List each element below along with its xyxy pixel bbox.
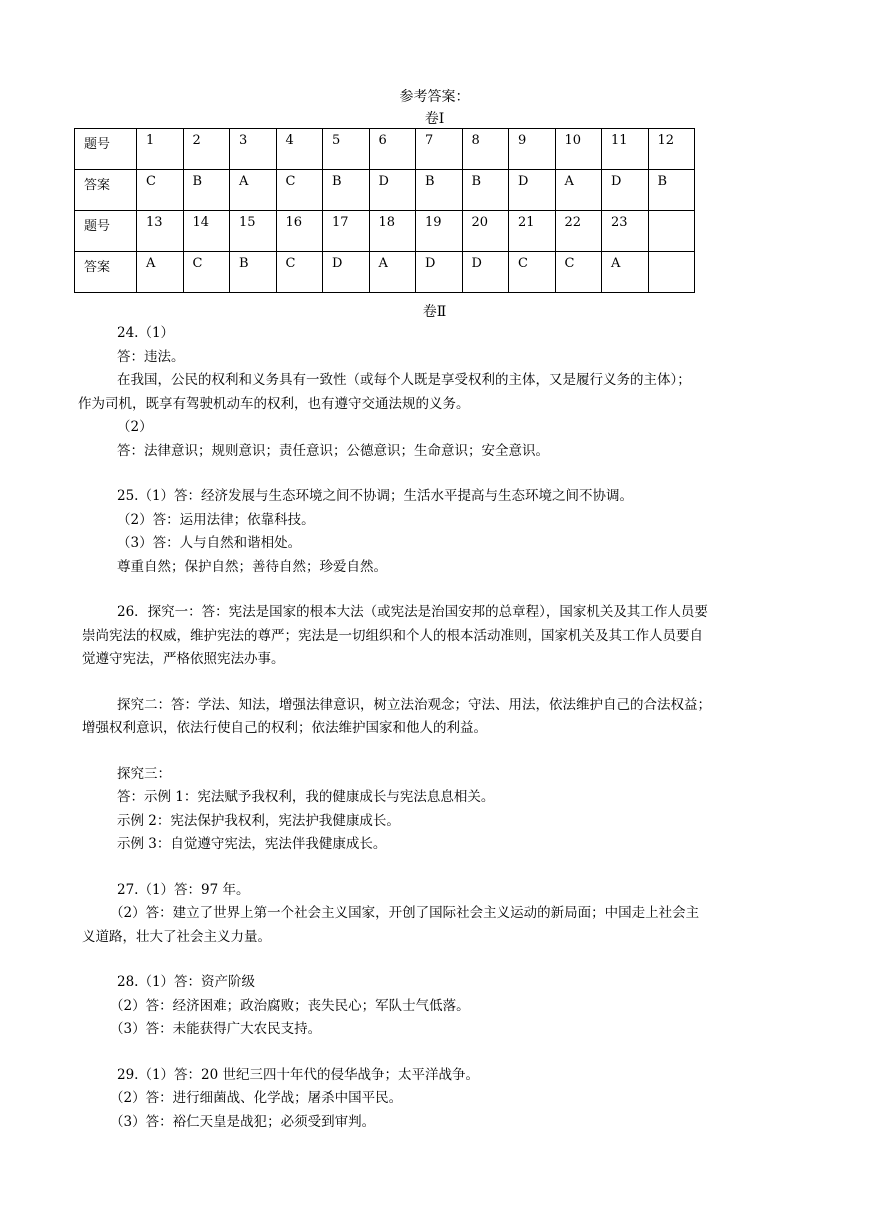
q28-part3: （3）答：未能获得广大农民支持。: [110, 1021, 322, 1037]
answer-table-cell: 19: [416, 211, 463, 252]
answer-table-cell: 8: [462, 129, 509, 170]
q26-explore1-line1: 26．探究一：答：宪法是国家的根本大法（或宪法是治国安邦的总章程），国家机关及其工作人员要: [117, 604, 708, 620]
answer-table-cell: D: [462, 252, 509, 293]
q27-part1: 27.（1）答：97 年。: [117, 881, 250, 898]
answer-table-cell: D: [602, 170, 649, 211]
answer-table-cell: B: [323, 170, 370, 211]
q26-example1: 答：示例 1：宪法赋予我权利，我的健康成长与宪法息息相关。: [117, 789, 495, 805]
answer-table-cell: 15: [230, 211, 277, 252]
answer-table-row-label: 题号: [75, 211, 137, 252]
answer-table-cell: 23: [602, 211, 649, 252]
answer-table-cell: B: [230, 252, 277, 293]
q26-explore3-label: 探究三：: [117, 765, 171, 782]
answer-table-cell: [648, 252, 695, 293]
answer-table-row: [75, 170, 695, 211]
q26-example3: 示例 3：自觉遵守宪法，宪法伴我健康成长。: [117, 836, 387, 852]
answer-table-cell: B: [648, 170, 695, 211]
answer-table-cell: 20: [462, 211, 509, 252]
q28-part1: 28.（1）答：资产阶级: [117, 974, 256, 990]
q26-explore2-line1: 探究二：答：学法、知法，增强法律意识，树立法治观念；守法、用法，依法维护自己的合法权益；: [117, 696, 711, 713]
q25-part1: 25.（1）答：经济发展与生态环境之间不协调；生活水平提高与生态环境之间不协调。: [117, 488, 634, 504]
answer-table-cell: 12: [648, 129, 695, 170]
q28-part2: （2）答：经济困难；政治腐败；丧失民心；军队士气低落。: [110, 997, 470, 1014]
answer-content: [78, 322, 792, 1134]
answer-table-cell: 3: [230, 129, 277, 170]
volume-2-heading: 卷Ⅱ: [422, 304, 447, 320]
answer-table-cell: 17: [323, 211, 370, 252]
q27-part2-line1: （2）答：建立了世界上第一个社会主义国家，开创了国际社会主义运动的新局面；中国走上社会主: [110, 905, 700, 921]
answer-table-cell: C: [137, 170, 184, 211]
answer-table-cell: A: [369, 252, 416, 293]
answer-table-row: [75, 211, 695, 252]
q24-explanation-line1: 在我国，公民的权利和义务具有一致性（或每个人既是享受权利的主体，又是履行义务的主体）；: [117, 372, 691, 388]
answer-table-cell: 7: [416, 129, 463, 170]
q29-part3: （3）答：裕仁天皇是战犯；必须受到审判。: [110, 1113, 376, 1130]
answer-table-cell: B: [416, 170, 463, 211]
answer-table-cell: A: [230, 170, 277, 211]
answer-table-cell: C: [183, 252, 230, 293]
q29-part1: 29.（1）答：20 世纪三四十年代的侵华战争；太平洋战争。: [117, 1066, 480, 1083]
answer-table-cell: D: [369, 170, 416, 211]
answer-table-cell: 4: [276, 129, 323, 170]
answer-table-cell: 10: [555, 129, 602, 170]
answer-table-row-label: 题号: [75, 129, 137, 170]
answer-table-row-label: 答案: [75, 170, 137, 211]
page-title: 参考答案：: [399, 89, 470, 105]
answer-table-cell: 18: [369, 211, 416, 252]
answer-table-cell: B: [183, 170, 230, 211]
answer-table-cell: A: [602, 252, 649, 293]
answer-table-cell: 22: [555, 211, 602, 252]
answer-table-cell: A: [555, 170, 602, 211]
answer-table-cell: D: [416, 252, 463, 293]
answer-table-cell: B: [462, 170, 509, 211]
q27-part2-line2: 义道路，壮大了社会主义力量。: [82, 928, 271, 945]
q25-part2: （2）答：运用法律；依靠科技。: [117, 511, 315, 528]
q25-part3-cont: 尊重自然；保护自然；善待自然；珍爱自然。: [117, 558, 387, 575]
answer-table-row: [75, 129, 695, 170]
answer-table-row-label: 答案: [75, 252, 137, 293]
answer-table-cell: 16: [276, 211, 323, 252]
answer-table-cell: A: [137, 252, 184, 293]
answer-table-cell: C: [276, 170, 323, 211]
answer-table-cell: 21: [509, 211, 556, 252]
q26-explore1-line2: 崇尚宪法的权威，维护宪法的尊严；宪法是一切组织和个人的根本活动准则，国家机关及其工作人员要自: [82, 627, 703, 644]
answer-table-cell: 11: [602, 129, 649, 170]
answer-table-cell: D: [323, 252, 370, 293]
answer-table-cell: C: [509, 252, 556, 293]
answer-table-cell: C: [276, 252, 323, 293]
answer-table-cell: 9: [509, 129, 556, 170]
answer-table-row: [75, 252, 695, 293]
q26-example2: 示例 2：宪法保护我权利，宪法护我健康成长。: [117, 812, 400, 829]
answer-table-cell: 5: [323, 129, 370, 170]
q25-part3: （3）答：人与自然和谐相处。: [117, 535, 302, 551]
q26-explore2-line2: 增强权利意识，依法行使自己的权利；依法维护国家和他人的利益。: [82, 720, 487, 736]
q24-answer1: 答：违法。: [117, 348, 185, 365]
answer-table-cell: 2: [183, 129, 230, 170]
q24-answer2: 答：法律意识；规则意识；责任意识；公德意识；生命意识；安全意识。: [117, 442, 549, 459]
q29-part2: （2）答：进行细菌战、化学战；屠杀中国平民。: [110, 1090, 403, 1106]
answer-table-cell: 1: [137, 129, 184, 170]
q24-part2-label: （2）: [117, 419, 153, 435]
answer-table-cell: 13: [137, 211, 184, 252]
answer-table-cell: 14: [183, 211, 230, 252]
answer-table-cell: 6: [369, 129, 416, 170]
q26-explore1-line3: 觉遵守宪法，严格依照宪法办事。: [82, 651, 285, 667]
q24-explanation-line2: 作为司机，既享有驾驶机动车的权利，也有遵守交通法规的义务。: [78, 395, 470, 412]
q24-part1-label: 24.（1）: [117, 325, 175, 341]
answer-table: [74, 128, 695, 293]
answer-table-cell: D: [509, 170, 556, 211]
answer-table-cell: C: [555, 252, 602, 293]
answer-table-cell: [648, 211, 695, 252]
volume-1-heading: 卷Ⅰ: [424, 111, 445, 127]
